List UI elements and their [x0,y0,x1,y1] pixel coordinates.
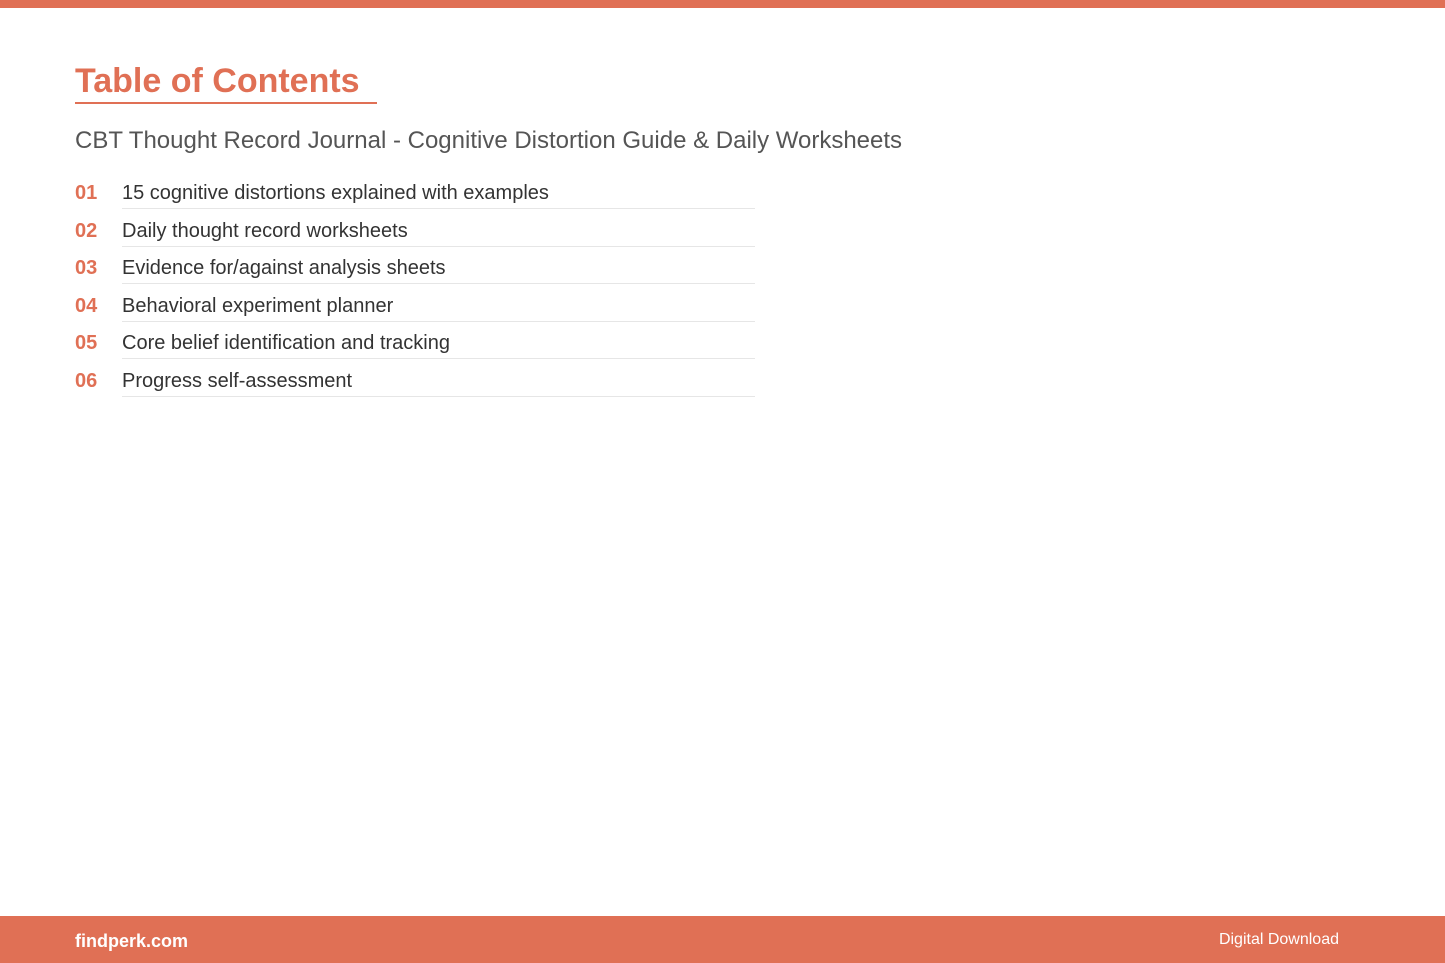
toc-item-number: 04 [75,294,98,317]
toc-item-label: Behavioral experiment planner [122,287,755,322]
footer-bar [0,916,1445,963]
toc-item-number: 05 [75,332,98,355]
toc-item-06[interactable] [75,362,755,400]
toc-item-number: 01 [75,182,98,204]
top-accent-bar [0,0,1445,8]
toc-item-label: Evidence for/against analysis sheets [122,249,755,284]
title-underline [75,102,377,104]
toc-item-label: Progress self-assessment [122,362,755,397]
toc-item-label: Daily thought record worksheets [122,212,755,247]
toc-item-number: 06 [75,369,98,392]
toc-item-label: Core belief identification and tracking [122,324,755,359]
toc-item-label: 15 cognitive distortions explained with examples [122,174,755,209]
toc-item-number: 02 [75,219,98,242]
toc-item-02[interactable] [75,212,755,250]
footer-download-label: Digital Download [1218,931,1339,948]
toc-item-01[interactable] [75,174,755,212]
toc-item-number: 03 [75,257,98,280]
footer-brand: findperk.com [75,931,189,951]
page-subtitle: CBT Thought Record Journal - Cognitive Distortion Guide & Daily Worksheets [75,127,903,154]
toc-item-04[interactable] [75,287,755,325]
toc-list [75,174,755,400]
page-title: Table of Contents [75,62,360,100]
toc-item-03[interactable] [75,249,755,287]
toc-item-05[interactable] [75,324,755,362]
